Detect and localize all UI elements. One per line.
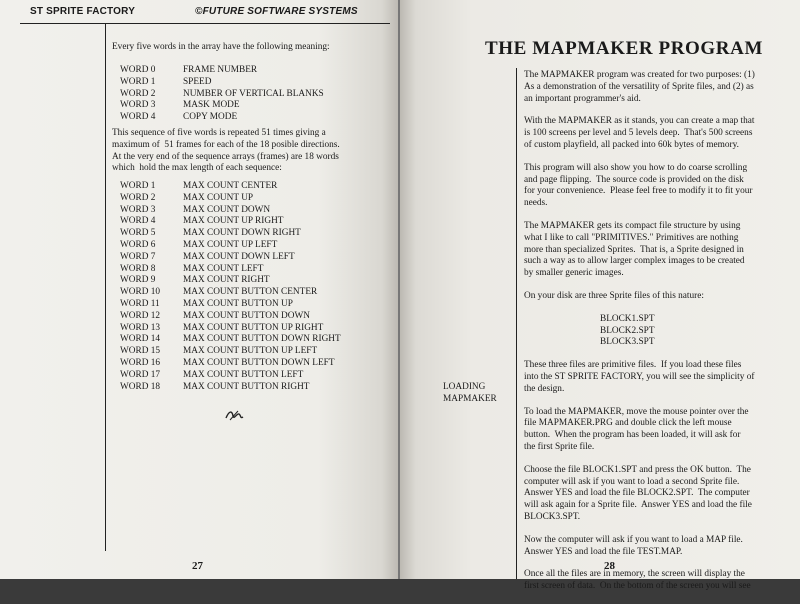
right-body xyxy=(524,70,792,604)
word-label: WORD 16 xyxy=(120,357,161,368)
word-label: WORD 1 xyxy=(120,76,156,87)
word-meaning: NUMBER OF VERTICAL BLANKS xyxy=(183,88,324,99)
table-row xyxy=(120,334,341,346)
table-row xyxy=(120,311,341,323)
sequence-line: maximum of 51 frames for each of the 18 posible directions. xyxy=(112,139,340,150)
word-meaning: MAX COUNT BUTTON UP RIGHT xyxy=(183,322,324,333)
word-label: WORD 0 xyxy=(120,65,156,75)
table-row xyxy=(120,370,341,382)
word-label: WORD 3 xyxy=(120,204,156,215)
intro-text: Every five words in the array have the following meaning: xyxy=(112,42,330,52)
table-row xyxy=(120,205,341,217)
word-label: WORD 11 xyxy=(120,298,160,309)
word-meaning: COPY MODE xyxy=(183,112,238,123)
word-label: WORD 4 xyxy=(120,216,156,227)
word-label: WORD 14 xyxy=(120,334,161,345)
word-label: WORD 2 xyxy=(120,88,156,99)
word-label: WORD 12 xyxy=(120,310,161,321)
word-meaning: MAX COUNT DOWN RIGHT xyxy=(183,228,301,239)
word-meaning: FRAME NUMBER xyxy=(183,65,258,75)
table-row xyxy=(120,193,341,205)
word-meaning: MAX COUNT BUTTON DOWN xyxy=(183,310,310,321)
page-title: THE MAPMAKER PROGRAM xyxy=(485,38,763,59)
word-label: WORD 1 xyxy=(120,181,156,191)
word-label: WORD 13 xyxy=(120,322,161,333)
word-meaning: MAX COUNT BUTTON RIGHT xyxy=(183,381,310,392)
word-meaning: MAX COUNT BUTTON UP LEFT xyxy=(183,346,318,357)
paragraph-primitive-files: These three files are primitive files. If you load these files into the ST SPRITE FACTORY, you will see the simplicity of the design. xyxy=(524,360,755,394)
word-meaning: MAX COUNT BUTTON UP xyxy=(183,298,293,309)
sequence-line: This sequence of five words is repeated 51 times giving a xyxy=(112,128,326,138)
right-margin-rule xyxy=(516,68,517,579)
word-meaning: MAX COUNT BUTTON DOWN LEFT xyxy=(183,357,335,368)
word-label: WORD 9 xyxy=(120,275,156,286)
table-row xyxy=(120,264,341,276)
table-row xyxy=(120,275,341,287)
paragraph-map-file: Now the computer will ask if you want to load a MAP file. Answer YES and load the file TEST.MAP. xyxy=(524,534,743,557)
table-row xyxy=(120,323,341,335)
word-meaning: MAX COUNT BUTTON CENTER xyxy=(183,287,318,298)
page-number-right: 28 xyxy=(604,560,615,572)
paragraph-choose-file: Choose the file BLOCK1.SPT and press the OK button. The computer will ask if you want to load a second Sprite file. Answer YES and load the file BLOCK2.SPT. The computer will ask again for a Sprite file. Answer YES and load the file BLOCK3.SPT. xyxy=(524,464,752,522)
word-label: WORD 10 xyxy=(120,287,161,298)
word-meaning: MAX COUNT BUTTON DOWN RIGHT xyxy=(183,334,341,345)
word-label: WORD 2 xyxy=(120,192,156,203)
file-list: BLOCK1.SPT BLOCK2.SPT BLOCK3.SPT xyxy=(600,313,655,348)
header-company: ©FUTURE SOFTWARE SYSTEMS xyxy=(195,6,358,17)
paragraph-loading: To load the MAPMAKER, move the mouse pointer over the file MAPMAKER.PRG and double click the left mouse button. When the program has been loaded, it will ask for the first Sprite file. xyxy=(524,406,749,452)
word-meaning: SPEED xyxy=(183,76,212,87)
table-row xyxy=(120,346,341,358)
paragraph-purposes: The MAPMAKER program was created for two purposes: (1) As a demonstration of the versatility of Sprite files, and (2) as an important programmer's aid. xyxy=(524,70,755,104)
word-meaning: MAX COUNT LEFT xyxy=(183,263,264,274)
word-meaning-table xyxy=(120,65,324,124)
table-row xyxy=(120,240,341,252)
word-meaning: MAX COUNT UP xyxy=(183,192,254,203)
header-title: ST SPRITE FACTORY xyxy=(30,6,136,17)
table-row xyxy=(120,358,341,370)
word-meaning: MAX COUNT UP RIGHT xyxy=(183,216,284,227)
side-heading-loading-mapmaker xyxy=(443,382,497,406)
page-number-left: 27 xyxy=(192,560,203,572)
sequence-line: which hold the max length of each sequence: xyxy=(112,163,282,174)
word-meaning: MAX COUNT DOWN xyxy=(183,204,271,215)
paragraph-map-size: With the MAPMAKER as it stands, you can create a map that is 100 screens per level and 5 levels deep. That's 500 screens of custom playfield, all packed into 60k bytes of memory. xyxy=(524,116,755,150)
word-meaning: MAX COUNT RIGHT xyxy=(183,275,270,286)
left-margin-rule xyxy=(105,23,106,551)
word-meaning: MAX COUNT BUTTON LEFT xyxy=(183,369,304,380)
left-page xyxy=(0,0,398,579)
word-meaning: MAX COUNT DOWN LEFT xyxy=(183,251,295,262)
running-header xyxy=(30,6,358,17)
max-count-table xyxy=(120,181,341,393)
word-label: WORD 3 xyxy=(120,100,156,111)
sequence-paragraph xyxy=(112,128,340,175)
word-label: WORD 4 xyxy=(120,112,156,123)
word-label: WORD 8 xyxy=(120,263,156,274)
table-row xyxy=(120,100,324,112)
word-meaning: MAX COUNT UP LEFT xyxy=(183,239,278,250)
side-heading-line: MAPMAKER xyxy=(443,393,497,404)
table-row xyxy=(120,382,341,394)
table-row xyxy=(120,216,341,228)
paragraph-disk-files: On your disk are three Sprite files of this nature: xyxy=(524,290,704,301)
table-row xyxy=(120,89,324,101)
table-row xyxy=(120,77,324,89)
word-label: WORD 5 xyxy=(120,228,156,239)
table-row xyxy=(120,299,341,311)
paragraph-display: Once all the files are in memory, the screen will display the first screen of data. On the bottom of the screen you will see xyxy=(524,569,751,592)
word-label: WORD 7 xyxy=(120,251,156,262)
word-meaning: MAX COUNT CENTER xyxy=(183,181,278,191)
side-heading-line: LOADING xyxy=(443,382,486,392)
table-row xyxy=(120,287,341,299)
paragraph-scrolling: This program will also show you how to do coarse scrolling and page flipping. The source code is provided on the disk for your convenience. Please feel free to modify it to fit your needs. xyxy=(524,162,753,209)
word-label: WORD 6 xyxy=(120,239,156,250)
table-row xyxy=(120,65,324,77)
table-row xyxy=(120,252,341,264)
table-row xyxy=(120,112,324,124)
header-rule xyxy=(20,23,390,24)
table-row xyxy=(120,228,341,240)
signature-mark xyxy=(224,408,246,427)
sequence-line: At the very end of the sequence arrays (frames) are 18 words xyxy=(112,151,339,162)
table-row xyxy=(120,181,341,193)
word-label: WORD 17 xyxy=(120,369,161,380)
word-label: WORD 15 xyxy=(120,346,161,357)
paragraph-primitives: The MAPMAKER gets its compact file structure by using what I like to call "PRIMITIVES." Primitives are nothing more than specialized Sprites. That is, a Sprite designed in such a way as to allow larger complex images to be created by smaller generic images. xyxy=(524,220,745,279)
word-label: WORD 18 xyxy=(120,381,161,392)
word-meaning: MASK MODE xyxy=(183,100,240,111)
